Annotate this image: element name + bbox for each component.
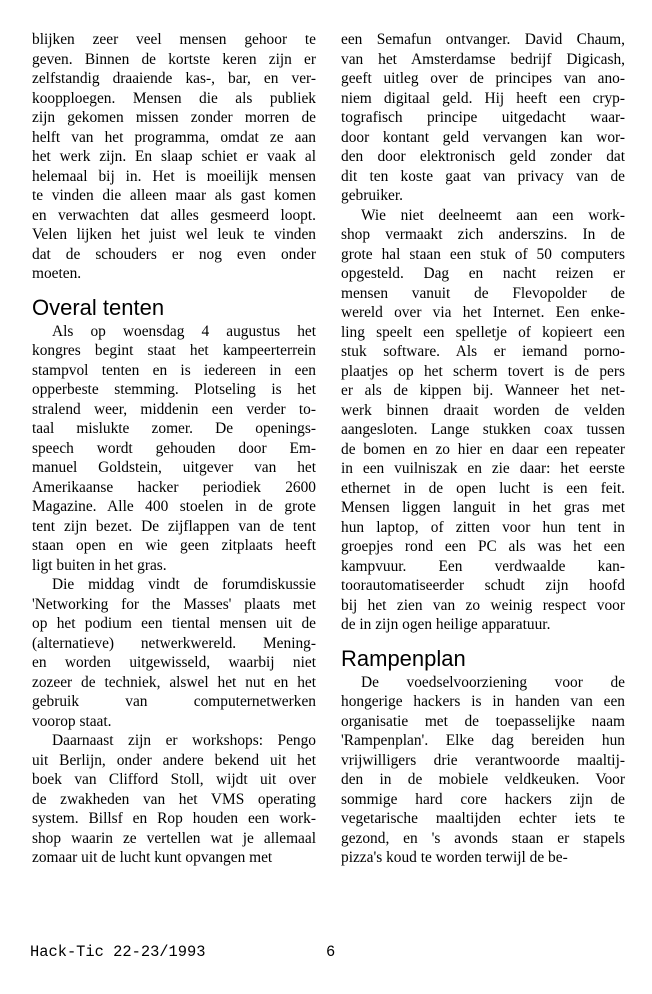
text-line: geeft uitleg over de principes van ano- bbox=[341, 70, 625, 87]
text-line: Als op woensdag 4 augustus het bbox=[52, 322, 316, 340]
text-line: de zwakheden van het VMS operating bbox=[32, 790, 316, 808]
footer-issue-label: Hack-Tic 22-23/1993 bbox=[30, 943, 206, 961]
text-line: kampvuur. Een verdwaalde kan- bbox=[341, 557, 625, 575]
text-line: kongres begint staat het kampeerterrein bbox=[32, 342, 316, 359]
paragraph bbox=[32, 731, 316, 868]
text-line: koopploegen. Mensen die als publiek bbox=[32, 89, 316, 107]
text-line: zijn gekomen missen zonder morren de bbox=[32, 109, 316, 126]
text-line: pizza's koud te worden terwijl de be- bbox=[341, 849, 568, 866]
text-line: bij het zien van zo weinig respect voor bbox=[341, 596, 625, 614]
text-line: opperbeste stemming. Plotseling is het bbox=[32, 381, 316, 398]
paragraph bbox=[32, 575, 316, 731]
text-line: en verwachten dat alles gesmeerd loopt. bbox=[32, 206, 316, 224]
text-line: opgesteld. Dag en nacht reizen er bbox=[341, 265, 625, 282]
text-line: De voedselvoorziening voor de bbox=[361, 673, 625, 691]
text-line: plaatjes op het scherm tovert is de pers bbox=[341, 362, 625, 380]
text-line: den door elektronisch geld zonder dat bbox=[341, 148, 625, 165]
text-line: vegetarische maaltijden echter iets te bbox=[341, 810, 625, 827]
text-line: helft van het programma, omdat ze aan bbox=[32, 128, 316, 146]
text-line: voorop staat. bbox=[32, 712, 112, 730]
text-line: ethernet in de open lucht is een feit. bbox=[341, 479, 625, 497]
text-line: zomaar uit de lucht kunt opvangen met bbox=[32, 849, 273, 866]
text-line: tografisch principe uitgedacht waar- bbox=[341, 109, 625, 126]
text-line: sommige hard core hackers zijn de bbox=[341, 790, 625, 808]
page-number: 6 bbox=[326, 943, 336, 961]
text-line: Die middag vindt de forumdiskussie bbox=[52, 576, 316, 593]
section-heading: Overal tenten bbox=[32, 294, 165, 320]
paragraph bbox=[341, 206, 625, 635]
text-line: en worden uitgewisseld, waarbij niet bbox=[32, 654, 316, 671]
text-line: taal mislukte zomer. De openings- bbox=[32, 420, 316, 437]
text-line: stuk software. Als er iemand porno- bbox=[341, 343, 625, 360]
text-line: ligt buiten in het gras. bbox=[32, 556, 167, 574]
text-line: op het podium een tiental mensen uit de bbox=[32, 615, 316, 632]
paragraph bbox=[32, 322, 316, 576]
text-line: staan open en wie geen zitplaats heeft bbox=[32, 537, 316, 554]
text-line: van het Amsterdamse bedrijf Digicash, bbox=[341, 50, 625, 68]
text-line: den in de mobiele veldkeuken. Voor bbox=[341, 771, 625, 788]
text-line: vrijwilligers drie verantwoorde maaltij- bbox=[341, 751, 625, 769]
text-line: Wie niet deelneemt aan een work- bbox=[361, 206, 625, 224]
text-line: wereld over via het Internet. Een enke- bbox=[341, 304, 625, 321]
text-line: toorautomatiseerder schudt zijn hoofd bbox=[341, 577, 625, 594]
text-line: system. Billsf en Rop houden een work- bbox=[32, 810, 316, 827]
text-line: Daarnaast zijn er workshops: Pengo bbox=[52, 732, 316, 749]
paragraph bbox=[341, 30, 625, 206]
text-line: hongerige hackers is in handen van een bbox=[341, 693, 625, 710]
text-line: in een vuilniszak en zie daar: het eerste bbox=[341, 460, 625, 477]
text-line: helemaal bij in. Het is moeilijk mensen bbox=[32, 167, 316, 185]
text-line: Amerikaanse hacker periodiek 2600 bbox=[32, 478, 316, 496]
text-line: uit Berlijn, onder andere bekend uit het bbox=[32, 751, 316, 769]
text-line: boek van Clifford Stoll, wijdt uit over bbox=[32, 771, 316, 788]
text-line: 'Rampenplan'. Elke dag bereiden hun bbox=[341, 732, 625, 749]
text-line: Magazine. Alle 400 stoelen in de grote bbox=[32, 498, 316, 515]
text-line: geven. Binnen de kortste keren zijn er bbox=[32, 50, 316, 68]
text-line: te vinden die alleen maar als gast komen bbox=[32, 187, 316, 204]
text-line: door kontant geld vervangen kan wor- bbox=[341, 128, 625, 146]
text-line: organisatie met de toepasselijke naam bbox=[341, 712, 625, 730]
text-line: dit ten koste gaat van privacy van de bbox=[341, 167, 625, 185]
text-line: gezond, en 's avonds staan er stapels bbox=[341, 829, 625, 847]
text-line: aangesloten. Lange stukken coax tussen bbox=[341, 421, 625, 438]
text-line: (alternatieve) netwerkwereld. Mening- bbox=[32, 634, 316, 652]
text-line: werk binnen draait worden de velden bbox=[341, 401, 625, 419]
paragraph bbox=[32, 30, 316, 284]
text-line: dat de schouders er nog even onder bbox=[32, 245, 316, 263]
paragraph bbox=[341, 673, 625, 868]
text-line: zozeer de techniek, alswel het nut en het bbox=[32, 673, 316, 691]
text-line: niem digitaal geld. Hij heeft een cryp- bbox=[341, 89, 625, 107]
text-line: Velen lijken het juist wel leuk te vinden bbox=[32, 226, 316, 243]
text-line: shop vermaakt zich anderszins. In de bbox=[341, 226, 625, 243]
left-column bbox=[32, 30, 316, 868]
text-line: stralend weer, middenin een verder to- bbox=[32, 400, 316, 418]
text-line: zelfstandig draaiende kas-, bar, en ver- bbox=[32, 70, 316, 87]
text-line: een Semafun ontvanger. David Chaum, bbox=[341, 31, 625, 48]
text-line: de in zijn ogen heilige apparatuur. bbox=[341, 616, 551, 633]
text-line: shop waarin ze vertellen wat je allemaal bbox=[32, 829, 316, 847]
text-line: grote hal staan een stuk of 50 computers bbox=[341, 245, 625, 263]
text-line: groepjes rond een PC als was het een bbox=[341, 538, 625, 555]
text-line: hun laptop, of zitten voor hun tent in bbox=[341, 518, 625, 536]
right-column bbox=[341, 30, 625, 868]
text-line: tent zijn bezet. De zijflappen van de tent bbox=[32, 517, 316, 535]
text-line: 'Networking for the Masses' plaats met bbox=[32, 595, 316, 613]
section-heading: Rampenplan bbox=[341, 645, 466, 671]
text-line: gebruiker. bbox=[341, 187, 403, 204]
text-line: er als de kippen bij. Wanneer het net- bbox=[341, 382, 625, 399]
text-line: ling speelt een spelletje of kopieert een bbox=[341, 323, 625, 341]
text-line: stampvol tenten en is iedereen in een bbox=[32, 361, 316, 379]
text-line: Mensen liggen languit in het gras met bbox=[341, 499, 625, 516]
text-line: speech wordt gehouden door Em- bbox=[32, 439, 316, 457]
text-line: het werk zijn. En slaap schiet er vaak al bbox=[32, 148, 316, 165]
text-line: manuel Goldstein, uitgever van het bbox=[32, 459, 316, 476]
text-line: mensen vanuit de Flevopolder de bbox=[341, 284, 625, 302]
text-line: blijken zeer veel mensen gehoor te bbox=[32, 31, 316, 48]
text-line: moeten. bbox=[32, 265, 82, 282]
text-line: gebruik van computernetwerken bbox=[32, 693, 316, 710]
text-line: de bomen en zo hier en daar een repeater bbox=[341, 440, 625, 458]
